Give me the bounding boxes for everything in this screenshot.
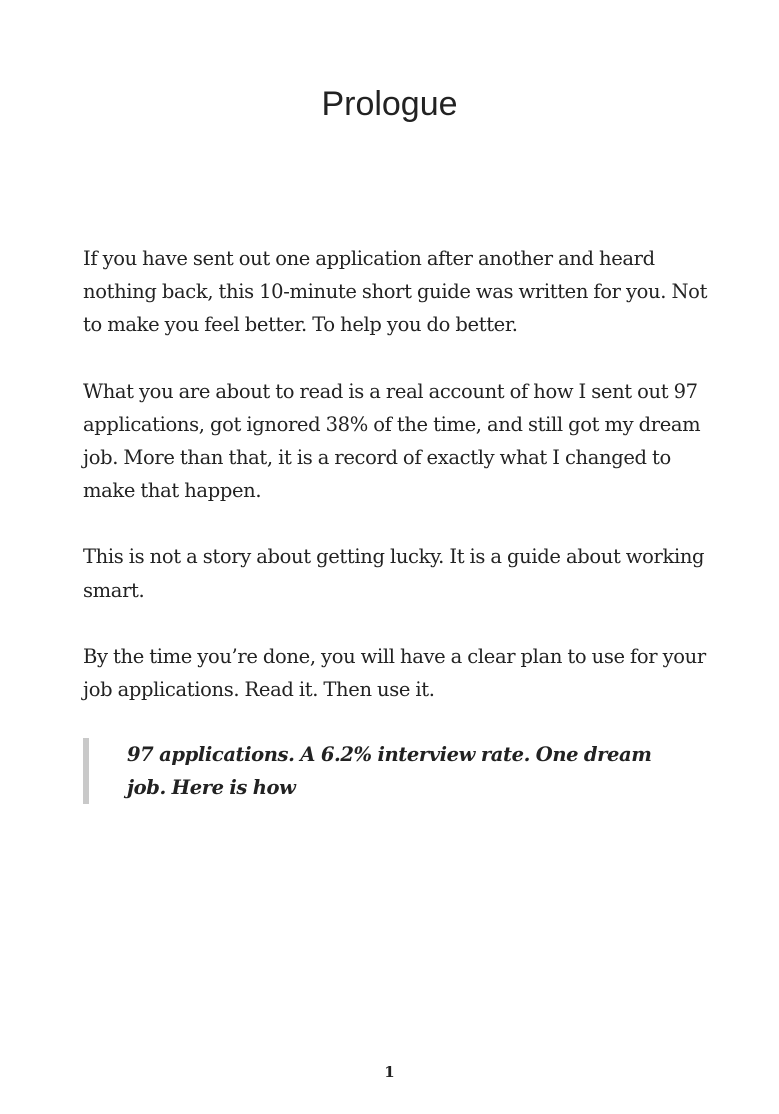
page-number: 1: [384, 1063, 395, 1081]
paragraph-2: What you are about to read is a real account of how I sent out 97 applications, got ignored 38% of the time, and still got my dream job. More than that, it is a record of exactly what I changed to make that happen.: [83, 379, 701, 503]
pull-quote-text: 97 applications. A 6.2% interview rate. One dream job. Here is how: [127, 743, 652, 800]
pull-quote: [83, 738, 683, 804]
prologue-body: [83, 242, 708, 739]
page-title: Prologue: [321, 85, 458, 123]
paragraph-1: If you have sent out one application after another and heard nothing back, this 10-minute short guide was written for you. Not to make you feel better. To help you do better.: [83, 247, 708, 337]
paragraph-4: By the time you’re done, you will have a clear plan to use for your job applications. Read it. Then use it.: [83, 644, 706, 702]
paragraph-3: This is not a story about getting lucky. It is a guide about working smart.: [83, 545, 705, 602]
